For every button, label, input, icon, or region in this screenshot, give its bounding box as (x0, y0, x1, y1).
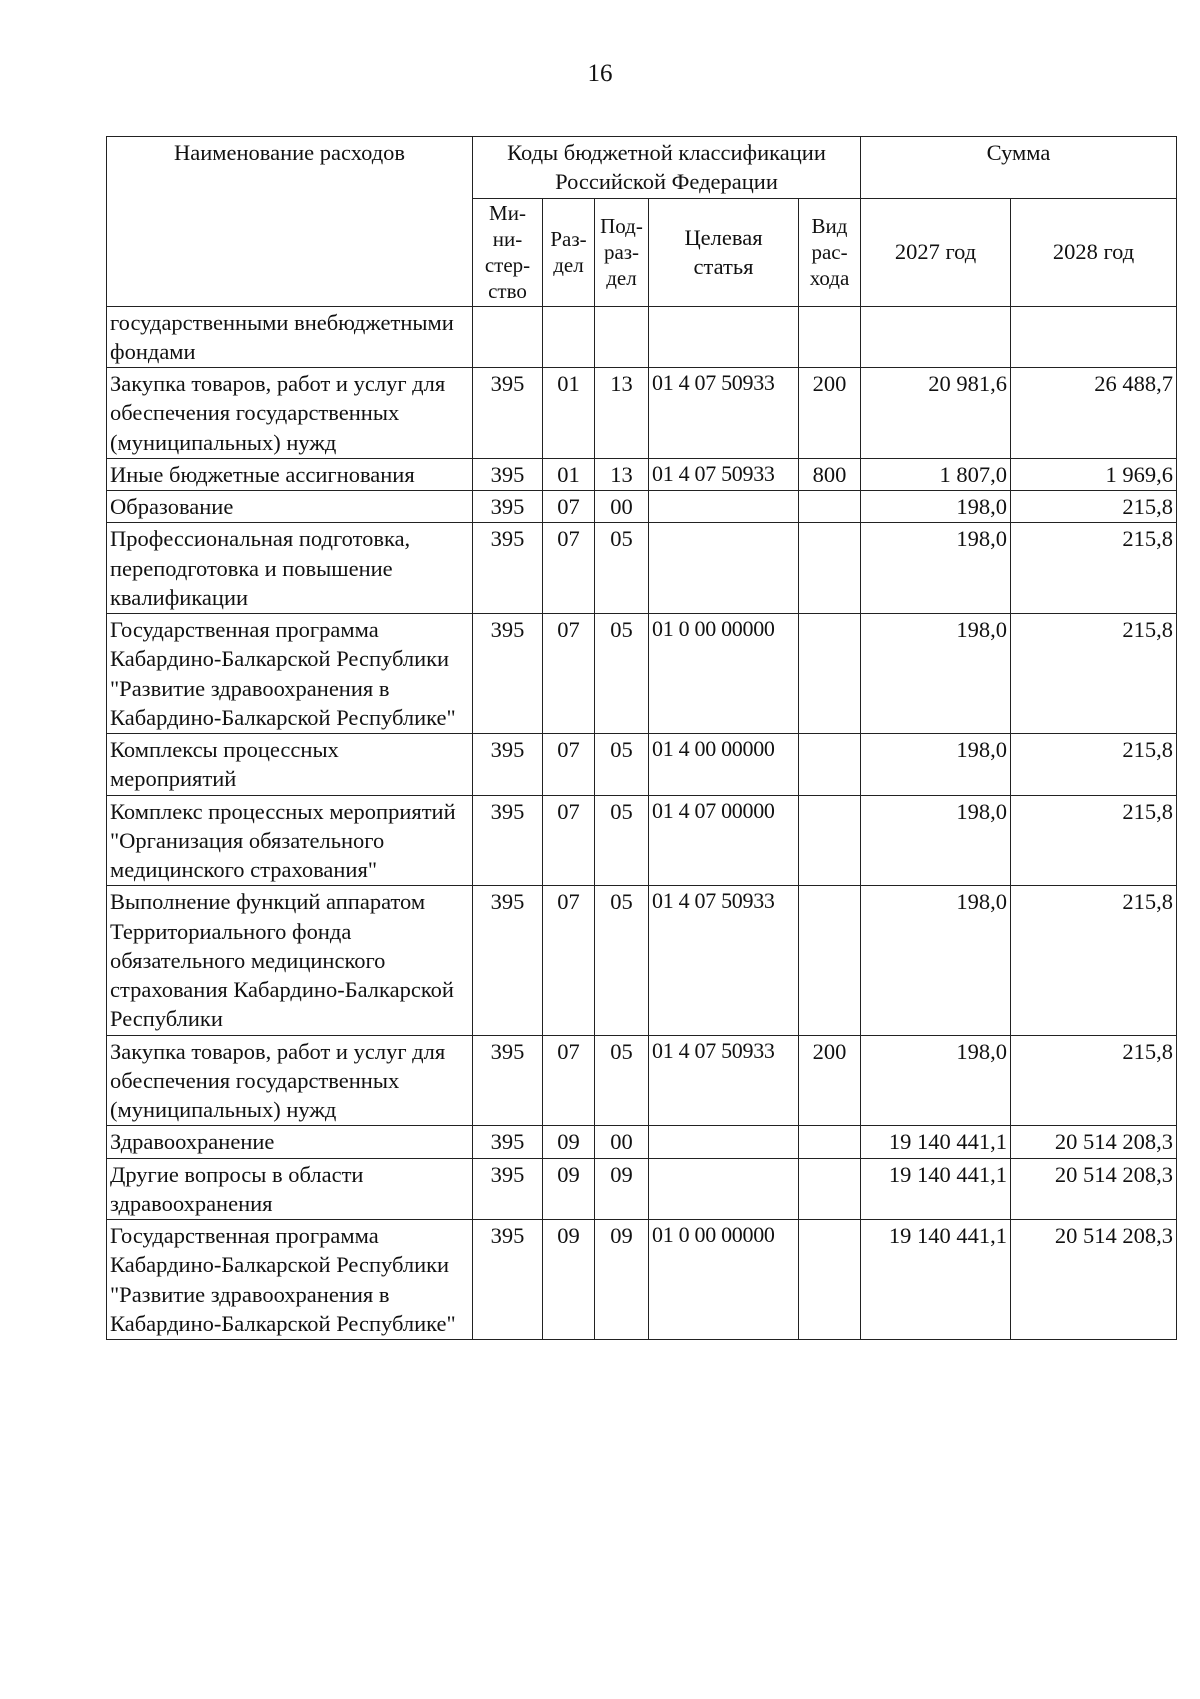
cell-target: 01 4 07 00000 (649, 795, 799, 886)
cell-target: 01 4 07 50933 (649, 886, 799, 1035)
cell-section: 07 (543, 491, 595, 523)
cell-section: 07 (543, 523, 595, 614)
cell-2028: 215,8 (1011, 1035, 1177, 1126)
cell-section: 07 (543, 734, 595, 796)
cell-ministry: 395 (473, 795, 543, 886)
table-row (107, 614, 1177, 734)
cell-expense-type (799, 1158, 861, 1220)
cell-2027: 20 981,6 (861, 368, 1011, 459)
cell-2027: 198,0 (861, 614, 1011, 734)
cell-ministry: 395 (473, 1220, 543, 1340)
cell-section: 01 (543, 368, 595, 459)
cell-target: 01 4 00 00000 (649, 734, 799, 796)
cell-expense-type: 200 (799, 1035, 861, 1126)
cell-ministry: 395 (473, 734, 543, 796)
cell-expense-type (799, 614, 861, 734)
cell-subsection: 00 (595, 1126, 649, 1158)
cell-section: 07 (543, 614, 595, 734)
cell-2027: 19 140 441,1 (861, 1220, 1011, 1340)
table-row (107, 1158, 1177, 1220)
cell-name: Иные бюджетные ассигнования (107, 458, 473, 490)
cell-ministry: 395 (473, 1158, 543, 1220)
cell-2028: 20 514 208,3 (1011, 1220, 1177, 1340)
cell-2028: 1 969,6 (1011, 458, 1177, 490)
cell-name: Другие вопросы в области здравоохранения (107, 1158, 473, 1220)
cell-target: 01 0 00 00000 (649, 614, 799, 734)
cell-2028: 215,8 (1011, 886, 1177, 1035)
cell-expense-type (799, 1126, 861, 1158)
cell-ministry (473, 306, 543, 368)
cell-ministry: 395 (473, 1035, 543, 1126)
table-row (107, 795, 1177, 886)
cell-ministry: 395 (473, 523, 543, 614)
cell-subsection: 09 (595, 1220, 649, 1340)
cell-2028: 215,8 (1011, 795, 1177, 886)
cell-expense-type: 200 (799, 368, 861, 459)
cell-section: 07 (543, 886, 595, 1035)
cell-name: Государственная программа Кабардино-Балкарской Республики "Развитие здравоохранения в Кабардино-Балкарской Республике" (107, 614, 473, 734)
cell-expense-type (799, 734, 861, 796)
cell-target (649, 523, 799, 614)
header-expense-type: Вид рас-хода (799, 198, 861, 306)
table-header (107, 137, 1177, 307)
header-ministry: Ми-ни-стер-ство (473, 198, 543, 306)
cell-target (649, 1126, 799, 1158)
cell-2027: 19 140 441,1 (861, 1126, 1011, 1158)
header-name: Наименование расходов (107, 137, 473, 307)
cell-name: Закупка товаров, работ и услуг для обеспечения государственных (муниципальных) нужд (107, 1035, 473, 1126)
cell-2027 (861, 306, 1011, 368)
cell-2027: 198,0 (861, 734, 1011, 796)
cell-name: Профессиональная подготовка, переподготовка и повышение квалификации (107, 523, 473, 614)
cell-subsection: 13 (595, 458, 649, 490)
cell-2027: 198,0 (861, 795, 1011, 886)
table-row (107, 886, 1177, 1035)
cell-section: 09 (543, 1220, 595, 1340)
cell-subsection: 05 (595, 795, 649, 886)
cell-expense-type (799, 491, 861, 523)
header-sum-group: Сумма (861, 137, 1177, 199)
cell-2027: 198,0 (861, 886, 1011, 1035)
cell-subsection: 00 (595, 491, 649, 523)
cell-2028: 20 514 208,3 (1011, 1158, 1177, 1220)
cell-2028: 26 488,7 (1011, 368, 1177, 459)
cell-name: Комплексы процессных мероприятий (107, 734, 473, 796)
cell-subsection: 13 (595, 368, 649, 459)
table-row (107, 523, 1177, 614)
cell-ministry: 395 (473, 886, 543, 1035)
cell-subsection: 05 (595, 886, 649, 1035)
table-row (107, 734, 1177, 796)
cell-target (649, 306, 799, 368)
cell-name: государственными внебюджетными фондами (107, 306, 473, 368)
cell-ministry: 395 (473, 1126, 543, 1158)
cell-section: 09 (543, 1126, 595, 1158)
cell-target: 01 0 00 00000 (649, 1220, 799, 1340)
cell-target: 01 4 07 50933 (649, 1035, 799, 1126)
cell-ministry: 395 (473, 458, 543, 490)
cell-name: Государственная программа Кабардино-Балкарской Республики "Развитие здравоохранения в Кабардино-Балкарской Республике" (107, 1220, 473, 1340)
cell-2027: 198,0 (861, 1035, 1011, 1126)
header-section: Раз-дел (543, 198, 595, 306)
cell-expense-type (799, 523, 861, 614)
cell-section: 07 (543, 1035, 595, 1126)
table-row (107, 306, 1177, 368)
header-subsection: Под-раз-дел (595, 198, 649, 306)
table-row (107, 491, 1177, 523)
cell-ministry: 395 (473, 614, 543, 734)
cell-2027: 1 807,0 (861, 458, 1011, 490)
cell-subsection: 05 (595, 734, 649, 796)
page-number: 16 (587, 60, 613, 87)
cell-section: 09 (543, 1158, 595, 1220)
cell-2028: 215,8 (1011, 491, 1177, 523)
cell-expense-type (799, 886, 861, 1035)
header-codes-group: Коды бюджетной классификации Российской Федерации (473, 137, 861, 199)
cell-section: 07 (543, 795, 595, 886)
table-row (107, 458, 1177, 490)
cell-2027: 198,0 (861, 523, 1011, 614)
header-target: Целевая статья (649, 198, 799, 306)
cell-name: Образование (107, 491, 473, 523)
cell-2028: 215,8 (1011, 734, 1177, 796)
table-body (107, 306, 1177, 1340)
budget-table (106, 136, 1177, 1340)
cell-subsection: 05 (595, 523, 649, 614)
cell-target: 01 4 07 50933 (649, 368, 799, 459)
cell-expense-type (799, 306, 861, 368)
cell-expense-type: 800 (799, 458, 861, 490)
cell-2027: 19 140 441,1 (861, 1158, 1011, 1220)
cell-2028 (1011, 306, 1177, 368)
cell-2027: 198,0 (861, 491, 1011, 523)
header-year-2028: 2028 год (1011, 198, 1177, 306)
cell-name: Закупка товаров, работ и услуг для обеспечения государственных (муниципальных) нужд (107, 368, 473, 459)
cell-subsection (595, 306, 649, 368)
cell-2028: 215,8 (1011, 614, 1177, 734)
cell-name: Комплекс процессных мероприятий "Организация обязательного медицинского страхования" (107, 795, 473, 886)
cell-target (649, 1158, 799, 1220)
cell-target: 01 4 07 50933 (649, 458, 799, 490)
cell-name: Выполнение функций аппаратом Территориального фонда обязательного медицинского страхования Кабардино-Балкарской Республики (107, 886, 473, 1035)
table-row (107, 1220, 1177, 1340)
cell-2028: 215,8 (1011, 523, 1177, 614)
cell-expense-type (799, 795, 861, 886)
cell-subsection: 05 (595, 1035, 649, 1126)
cell-section (543, 306, 595, 368)
cell-ministry: 395 (473, 491, 543, 523)
cell-expense-type (799, 1220, 861, 1340)
table-row (107, 368, 1177, 459)
cell-subsection: 09 (595, 1158, 649, 1220)
cell-section: 01 (543, 458, 595, 490)
cell-subsection: 05 (595, 614, 649, 734)
header-year-2027: 2027 год (861, 198, 1011, 306)
cell-ministry: 395 (473, 368, 543, 459)
table-row (107, 1126, 1177, 1158)
cell-2028: 20 514 208,3 (1011, 1126, 1177, 1158)
cell-target (649, 491, 799, 523)
table-row (107, 1035, 1177, 1126)
cell-name: Здравоохранение (107, 1126, 473, 1158)
